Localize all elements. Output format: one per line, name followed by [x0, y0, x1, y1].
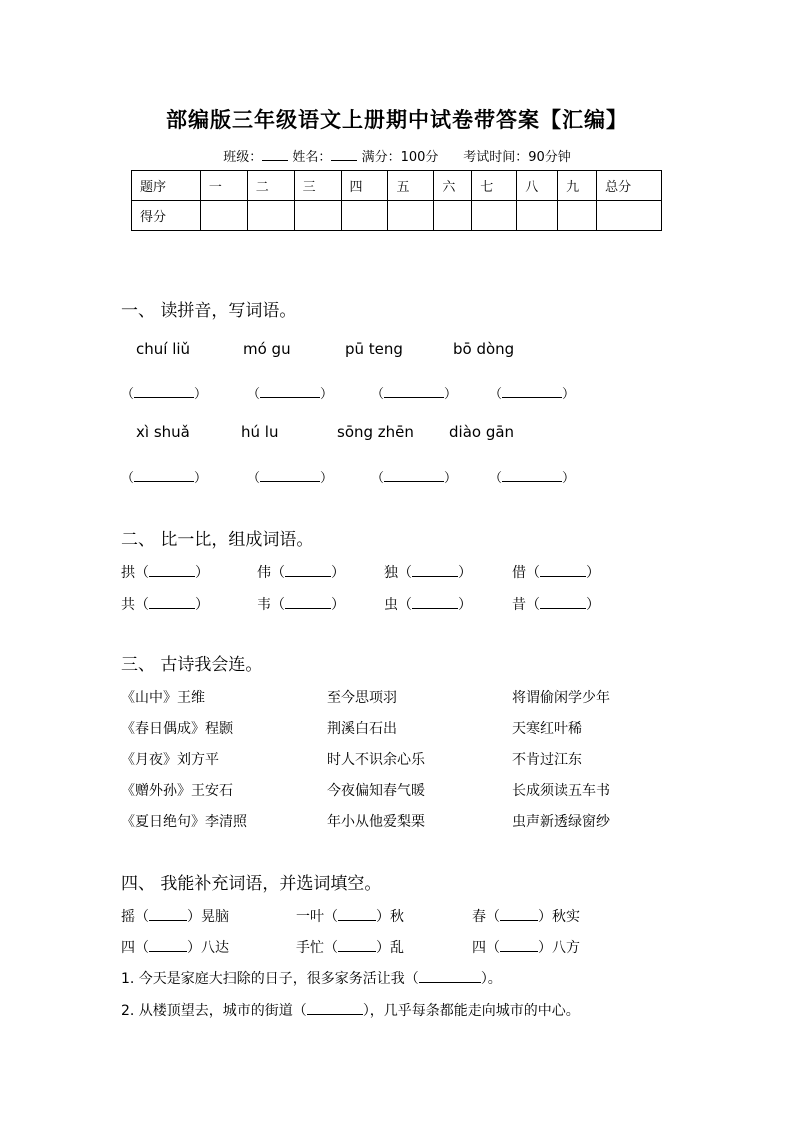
header-cell: 题序 [132, 171, 201, 201]
blank-line [502, 470, 562, 482]
blank-line [260, 470, 320, 482]
poem-title[interactable]: 《春日偶成》程颢 [121, 721, 233, 737]
compare-item[interactable]: 借（ ） [512, 565, 600, 581]
blank-line [500, 940, 538, 952]
paren-open: （ [489, 387, 503, 402]
score-cell[interactable] [558, 201, 597, 231]
paren-open: （ [121, 471, 135, 486]
score-cell[interactable] [597, 201, 662, 231]
blank-line [285, 565, 331, 577]
question-text: 1. 今天是家庭大扫除的日子，很多家务活让我（ [121, 971, 419, 987]
compare-item[interactable]: 昔（ ） [512, 597, 600, 613]
score-cell[interactable] [200, 201, 247, 231]
blank-line [384, 470, 444, 482]
blank-line [260, 386, 320, 398]
section-1-heading: 一、 读拼音，写词语。 [121, 301, 297, 321]
idiom-before: 春 [472, 909, 486, 925]
score-cell[interactable] [388, 201, 434, 231]
blank-line [285, 597, 331, 609]
idiom-item[interactable]: 四（ ）八方 [472, 940, 580, 956]
fill-question-2[interactable] [121, 1000, 580, 1020]
poem-line[interactable]: 将谓偷闲学少年 [512, 690, 610, 706]
row-label: 得分 [132, 201, 201, 231]
blank-line [412, 565, 458, 577]
blank-line [149, 565, 195, 577]
idiom-before: 摇 [121, 909, 135, 925]
paren-close: ） [194, 387, 208, 402]
poem-title[interactable]: 《月夜》刘方平 [121, 752, 219, 768]
poem-title[interactable]: 《夏日绝句》李清照 [121, 814, 247, 830]
header-cell: 八 [517, 171, 558, 201]
poem-title[interactable]: 《赠外孙》王安石 [121, 783, 233, 799]
poem-line[interactable]: 天寒红叶稀 [512, 721, 582, 737]
char: 虫 [384, 597, 398, 613]
answer-blank[interactable] [121, 383, 207, 402]
paren-close: ） [562, 471, 576, 486]
answer-blank[interactable] [371, 383, 457, 402]
idiom-before: 手忙 [296, 940, 324, 956]
answer-blank[interactable] [489, 383, 575, 402]
answer-blank[interactable] [371, 467, 457, 486]
answer-blank[interactable] [489, 467, 575, 486]
blank-line [307, 1003, 363, 1015]
idiom-after: 乱 [390, 940, 404, 956]
char: 韦 [257, 597, 271, 613]
idiom-after: 秋 [390, 909, 404, 925]
blank-line [149, 909, 187, 921]
idiom-after: 八方 [552, 940, 580, 956]
blank-line [419, 971, 481, 983]
blank-line [149, 940, 187, 952]
score-cell[interactable] [517, 201, 558, 231]
score-table [131, 170, 662, 231]
paren-open: （ [247, 387, 261, 402]
blank-line [338, 909, 376, 921]
paren-open: （ [489, 471, 503, 486]
score-cell[interactable] [434, 201, 472, 231]
blank-line [500, 909, 538, 921]
idiom-before: 一叶 [296, 909, 324, 925]
poem-title[interactable]: 《山中》王维 [121, 690, 205, 706]
paren-close: ） [320, 471, 334, 486]
name-label: 姓名： [292, 150, 332, 165]
exam-meta [0, 146, 794, 165]
score-cell[interactable] [247, 201, 294, 231]
answer-blank[interactable] [247, 467, 333, 486]
idiom-after: 秋实 [552, 909, 580, 925]
idiom-item[interactable]: 摇（ ）晃脑 [121, 909, 229, 925]
section-2-heading: 二、 比一比，组成词语。 [121, 530, 314, 550]
char: 拱 [121, 565, 135, 581]
fill-question-1[interactable] [121, 968, 502, 988]
header-cell: 总分 [597, 171, 662, 201]
header-cell: 二 [247, 171, 294, 201]
class-blank[interactable] [262, 148, 288, 161]
char: 共 [121, 597, 135, 613]
blank-line [502, 386, 562, 398]
paren-close: ） [444, 387, 458, 402]
compare-item[interactable]: 共（ ） [121, 597, 209, 613]
compare-item[interactable]: 伟（ ） [257, 565, 345, 581]
pinyin: pū teng [345, 340, 403, 358]
paren-close: ） [320, 387, 334, 402]
char: 昔 [512, 597, 526, 613]
paren-open: （ [247, 471, 261, 486]
paren-open: （ [121, 387, 135, 402]
idiom-item[interactable]: 一叶（ ）秋 [296, 909, 404, 925]
blank-line [540, 597, 586, 609]
paren-close: ） [194, 471, 208, 486]
header-cell: 六 [434, 171, 472, 201]
paren-close: ） [562, 387, 576, 402]
question-text: 2. 从楼顶望去，城市的街道（ [121, 1003, 307, 1019]
score-cell[interactable] [341, 201, 388, 231]
char: 借 [512, 565, 526, 581]
paren-open: （ [371, 387, 385, 402]
header-cell: 九 [558, 171, 597, 201]
answer-blank[interactable] [121, 467, 207, 486]
pinyin: xì shuǎ [136, 423, 190, 441]
section-3-heading: 三、 古诗我会连。 [121, 655, 263, 675]
blank-line [384, 386, 444, 398]
idiom-after: 八达 [201, 940, 229, 956]
header-cell: 七 [472, 171, 517, 201]
compare-item[interactable]: 虫（ ） [384, 597, 472, 613]
compare-item[interactable]: 独（ ） [384, 565, 472, 581]
blank-line [134, 386, 194, 398]
name-blank[interactable] [331, 148, 357, 161]
blank-line [540, 565, 586, 577]
header-cell: 五 [388, 171, 434, 201]
poem-line[interactable]: 荆溪白石出 [327, 721, 397, 737]
section-4-heading: 四、 我能补充词语，并选词填空。 [121, 874, 382, 894]
idiom-item[interactable]: 手忙（ ）乱 [296, 940, 404, 956]
pinyin: sōng zhēn [337, 423, 414, 441]
idiom-after: 晃脑 [201, 909, 229, 925]
question-text: ）。 [480, 971, 502, 987]
poem-line[interactable]: 年小从他爱梨栗 [327, 814, 425, 830]
paren-open: （ [371, 471, 385, 486]
pinyin: mó gu [243, 340, 291, 358]
paren-close: ） [444, 471, 458, 486]
pinyin: bō dòng [453, 340, 515, 358]
poem-line[interactable]: 虫声新透绿窗纱 [512, 814, 610, 830]
question-text: ），几乎每条都能走向城市的中心。 [362, 1003, 580, 1019]
exam-time-label: 考试时间：90分钟 [463, 150, 571, 165]
idiom-item[interactable]: 四（ ）八达 [121, 940, 229, 956]
pinyin: diào gān [449, 423, 515, 441]
answer-blank[interactable] [247, 383, 333, 402]
poem-line[interactable]: 今夜偏知春气暖 [327, 783, 425, 799]
score-cell[interactable] [472, 201, 517, 231]
blank-line [134, 470, 194, 482]
blank-line [412, 597, 458, 609]
header-cell: 一 [200, 171, 247, 201]
compare-item[interactable]: 韦（ ） [257, 597, 345, 613]
header-cell: 四 [341, 171, 388, 201]
blank-line [338, 940, 376, 952]
score-table-header-row [132, 171, 662, 201]
idiom-item[interactable]: 春（ ）秋实 [472, 909, 580, 925]
idiom-before: 四 [472, 940, 486, 956]
header-cell: 三 [294, 171, 341, 201]
poem-line[interactable]: 至今思项羽 [327, 690, 397, 706]
compare-item[interactable]: 拱（ ） [121, 565, 209, 581]
poem-line[interactable]: 不肯过江东 [512, 752, 582, 768]
full-score-label: 满分：100分 [361, 150, 439, 165]
score-table-score-row [132, 201, 662, 231]
idiom-before: 四 [121, 940, 135, 956]
pinyin: chuí liǔ [136, 340, 191, 358]
char: 独 [384, 565, 398, 581]
page-title: 部编版三年级语文上册期中试卷带答案【汇编】 [166, 108, 628, 132]
char: 伟 [257, 565, 271, 581]
class-label: 班级： [223, 150, 263, 165]
pinyin: hú lu [241, 423, 279, 441]
blank-line [149, 597, 195, 609]
score-cell[interactable] [294, 201, 341, 231]
poem-line[interactable]: 长成须读五车书 [512, 783, 610, 799]
poem-line[interactable]: 时人不识余心乐 [327, 752, 425, 768]
